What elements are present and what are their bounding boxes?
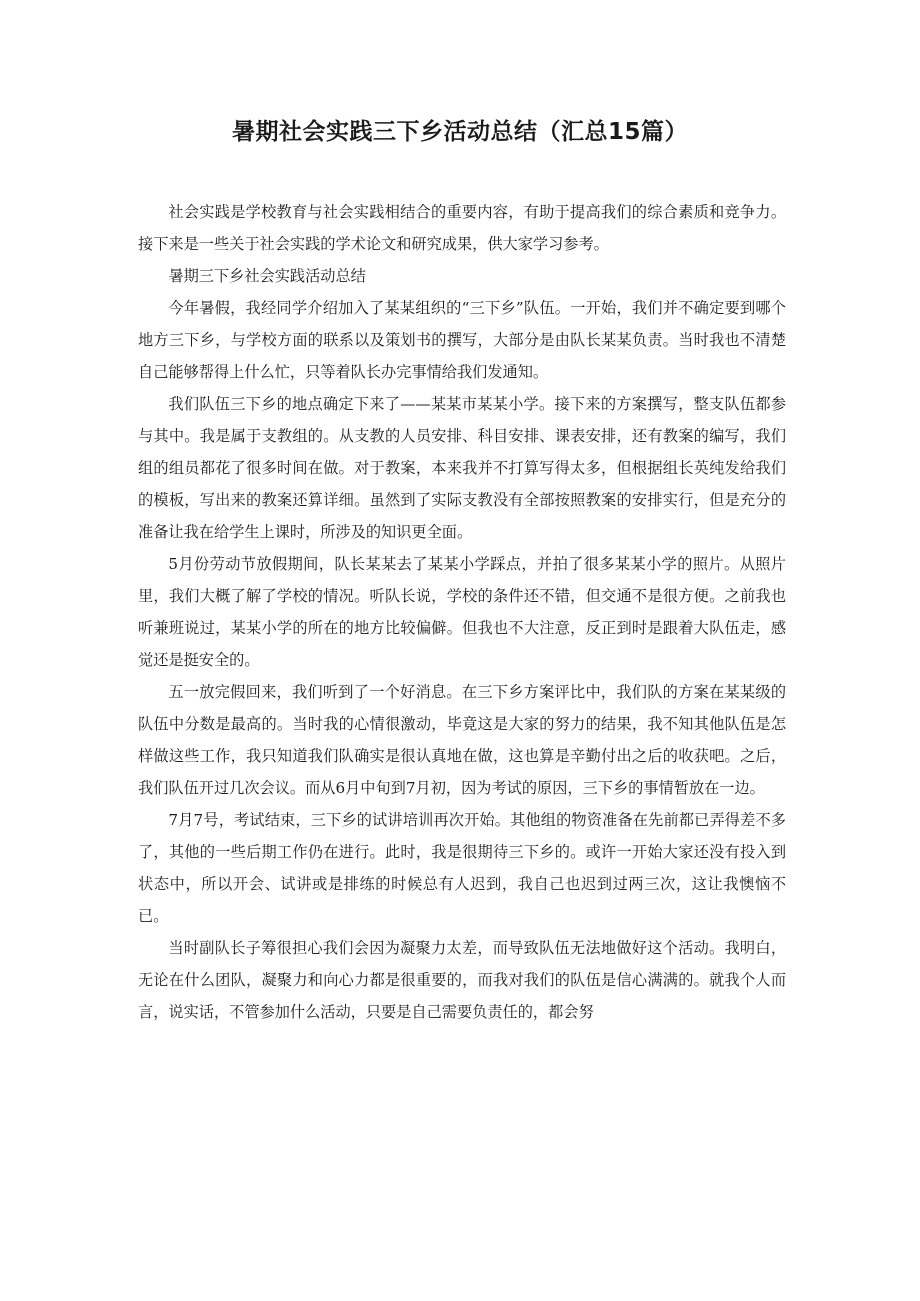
paragraph-subheading: 暑期三下乡社会实践活动总结 <box>168 267 366 285</box>
paragraph: 7月7号，考试结束，三下乡的试讲培训再次开始。其他组的物资准备在先前都已弄得差不多了，其他的一些后期工作仍在进行。此时，我是很期待三下乡的。或许一开始大家还没有投入到状态中，所以开会、试讲或是排练的时候总有人迟到，我自己也迟到过两三次，这让我懊恼不已。 <box>138 811 786 925</box>
paragraph: 5月份劳动节放假期间，队长某某去了某某小学踩点，并拍了很多某某小学的照片。从照片里，我们大概了解了学校的情况。听队长说，学校的条件还不错，但交通不是很方便。之前我也听兼班说过，某某小学的所在的地方比较偏僻。但我也不大注意，反正到时是跟着大队伍走，感觉还是挺安全的。 <box>138 555 786 669</box>
paragraph: 我们队伍三下乡的地点确定下来了——某某市某某小学。接下来的方案撰写，整支队伍都参与其中。我是属于支教组的。从支教的人员安排、科目安排、课表安排，还有教案的编写，我们组的组员都花了很多时间在做。对于教案，本来我并不打算写得太多，但根据组长英纯发给我们的模板，写出来的教案还算详细。虽然到了实际支教没有全部按照教案的安排实行，但是充分的准备让我在给学生上课时，所涉及的知识更全面。 <box>138 395 786 541</box>
document-title: 暑期社会实践三下乡活动总结（汇总15篇） <box>231 119 688 145</box>
paragraph: 五一放完假回来，我们听到了一个好消息。在三下乡方案评比中，我们队的方案在某某级的队伍中分数是最高的。当时我的心情很激动，毕竟这是大家的努力的结果，我不知其他队伍是怎样做这些工作，我只知道我们队确实是很认真地在做，这也算是辛勤付出之后的收获吧。之后，我们队伍开过几次会议。而从6月中旬到7月初，因为考试的原因，三下乡的事情暂放在一边。 <box>138 683 786 797</box>
paragraph-intro: 社会实践是学校教育与社会实践相结合的重要内容，有助于提高我们的综合素质和竞争力。接下来是一些关于社会实践的学术论文和研究成果，供大家学习参考。 <box>138 203 786 253</box>
paragraph: 今年暑假，我经同学介绍加入了某某组织的“三下乡”队伍。一开始，我们并不确定要到哪个地方三下乡，与学校方面的联系以及策划书的撰写，大部分是由队长某某负责。当时我也不清楚自己能够帮得上什么忙，只等着队长办完事情给我们发通知。 <box>138 299 786 381</box>
paragraph: 当时副队长子筹很担心我们会因为凝聚力太差，而导致队伍无法地做好这个活动。我明白，无论在什么团队，凝聚力和向心力都是很重要的，而我对我们的队伍是信心满满的。就我个人而言，说实话，不管参加什么活动，只要是自己需要负责任的，都会努 <box>138 939 786 1021</box>
document-body <box>138 196 786 1028</box>
